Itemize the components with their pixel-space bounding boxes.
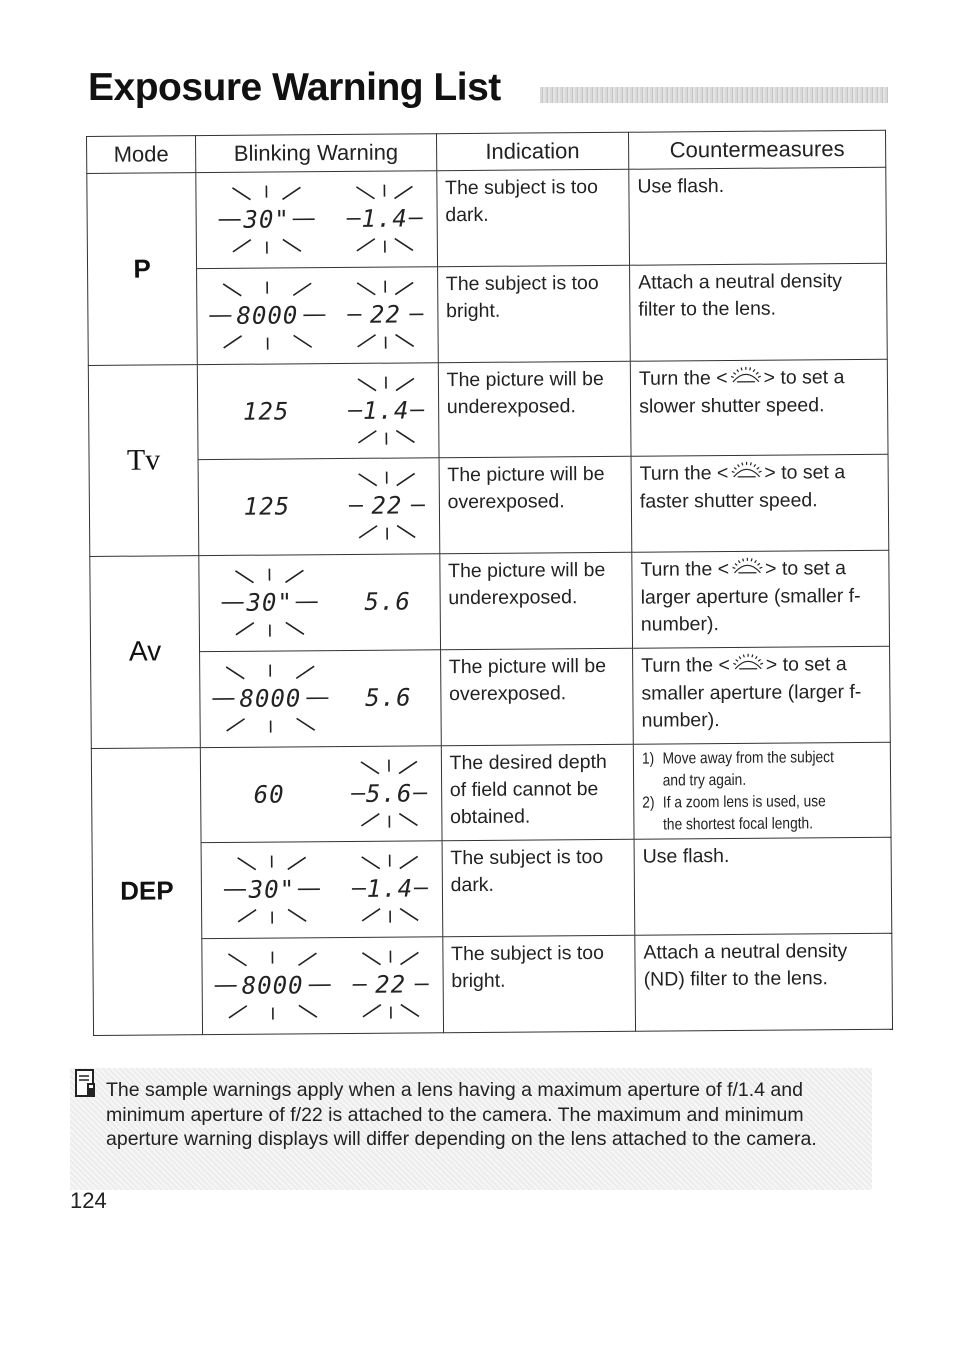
- table-row: [91, 646, 891, 748]
- lcd-value: 5.6: [365, 683, 412, 712]
- header-blinking-warning: Blinking Warning: [196, 134, 437, 173]
- countermeasure-text: Use flash.: [629, 168, 887, 266]
- lcd-value: 1.4: [366, 874, 414, 904]
- countermeasure-text: Attach a neutral density filter to the lens.: [630, 263, 888, 361]
- lcd-value: 30": [243, 205, 290, 235]
- indication-text: The subject is too bright.: [437, 265, 630, 362]
- countermeasure-text: Turn the < > to set a faster shutter speed.: [631, 455, 889, 553]
- exposure-warning-table: [86, 130, 893, 1036]
- lcd-value: 22: [375, 970, 407, 999]
- lcd-value: 30": [248, 875, 296, 905]
- blinking-warning-display: [201, 841, 442, 939]
- indication-text: The picture will be underexposed.: [439, 552, 632, 649]
- lcd-value: 8000: [241, 971, 304, 1000]
- header-indication: Indication: [436, 132, 629, 171]
- indication-text: The subject is too bright.: [442, 935, 635, 1032]
- main-dial-icon: [729, 460, 763, 488]
- page-title: Exposure Warning List: [88, 66, 501, 109]
- lcd-value: 22: [369, 300, 401, 329]
- indication-text: The subject is too dark.: [436, 170, 629, 267]
- lcd-value: 22: [371, 492, 403, 521]
- lcd-value: 125: [242, 397, 290, 426]
- lcd-value: 8000: [239, 684, 302, 713]
- countermeasure-item: 1) Move away from the subject and try again.: [641, 748, 834, 790]
- header-countermeasures: Countermeasures: [628, 130, 885, 169]
- blinking-warning-display: [199, 554, 440, 652]
- indication-text: The subject is too dark.: [442, 840, 635, 937]
- mode-tv: Tv: [88, 364, 199, 556]
- table-header-row: [87, 130, 886, 174]
- countermeasure-text: Attach a neutral density (ND) filter to the lens.: [635, 933, 893, 1031]
- note-box: [70, 1068, 872, 1190]
- blinking-warning-display: [200, 745, 441, 843]
- countermeasure-text: Turn the < > to set a larger aperture (smaller f-number).: [632, 550, 890, 648]
- table-row: [89, 455, 889, 557]
- title-decoration-bar: [540, 87, 888, 103]
- mode-dep: DEP: [91, 747, 202, 1035]
- note-text: The sample warnings apply when a lens having a maximum aperture of f/1.4 and minimum aperture of f/22 is attached to the camera. The maximum and minimum aperture warning displays will differ depending on the lens attached to the camera.: [106, 1079, 817, 1150]
- lcd-value: 1.4: [362, 396, 410, 425]
- blinking-warning-display: [198, 458, 439, 556]
- countermeasure-text: Use flash.: [634, 838, 892, 936]
- lcd-value: 30": [246, 588, 293, 617]
- blinking-warning-display: [196, 171, 437, 269]
- countermeasure-list: [633, 742, 891, 840]
- blinking-warning-display: [202, 937, 443, 1035]
- page-number: 124: [70, 1188, 107, 1213]
- table-row: [87, 168, 887, 270]
- table-row: [88, 359, 888, 461]
- header-mode: Mode: [87, 136, 196, 174]
- indication-text: The picture will be overexposed.: [439, 457, 632, 554]
- table-row: [88, 263, 888, 365]
- blinking-warning-display: [197, 362, 438, 460]
- lcd-value: 125: [243, 492, 291, 522]
- countermeasure-item: 2) If a zoom lens is used, use the shortest focal length.: [642, 792, 826, 834]
- table-row: [91, 742, 891, 844]
- mode-p: P: [87, 173, 198, 365]
- main-dial-icon: [729, 364, 763, 392]
- countermeasure-text: Turn the < > to set a smaller aperture (larger f-number).: [633, 646, 891, 744]
- table-row: [90, 550, 890, 652]
- lcd-value: 1.4: [361, 204, 408, 234]
- mode-av: Av: [90, 556, 201, 748]
- main-dial-icon: [731, 652, 765, 680]
- blinking-warning-display: [197, 267, 438, 365]
- lcd-value: 60: [253, 780, 285, 809]
- lcd-value: 5.6: [364, 587, 411, 617]
- indication-text: The picture will be underexposed.: [438, 361, 631, 458]
- indication-text: The picture will be overexposed.: [440, 648, 633, 745]
- main-dial-icon: [730, 556, 764, 584]
- indication-text: The desired depth of field cannot be obtained.: [441, 744, 634, 841]
- table-row: [92, 838, 892, 940]
- memo-note-icon: [74, 1068, 100, 1105]
- lcd-value: 8000: [236, 301, 299, 330]
- table-row: [93, 933, 893, 1035]
- blinking-warning-display: [200, 650, 441, 748]
- lcd-value: 5.6: [365, 779, 413, 808]
- countermeasure-text: Turn the < > to set a slower shutter speed.: [630, 359, 888, 457]
